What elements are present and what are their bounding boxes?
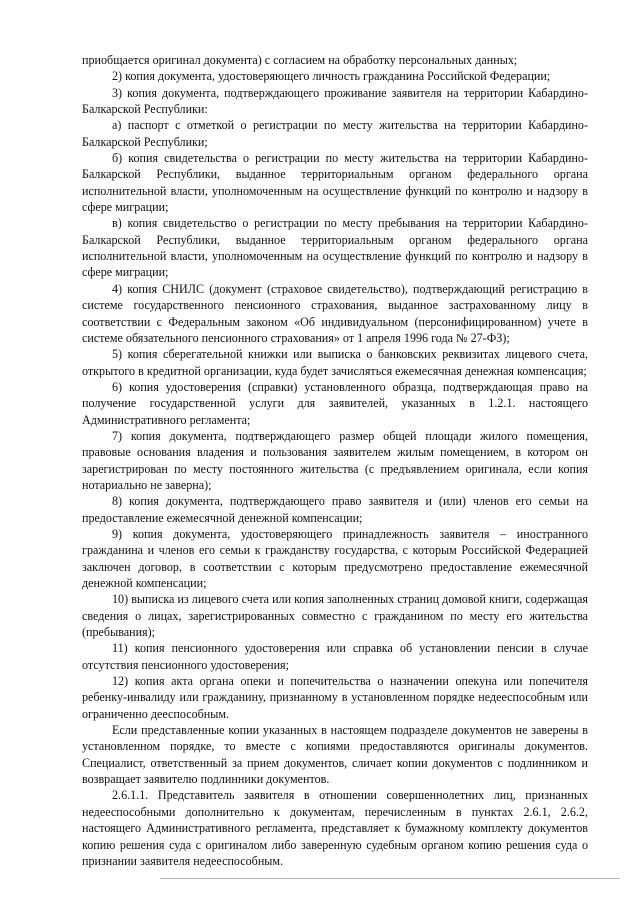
paragraph-consent-continuation: приобщается оригинал документа) с согласием на обработку персональных данных; — [82, 53, 518, 67]
paragraph-item-7: 7) копия документа, подтверждающего размер общей площади жилого помещения, правовые основания владения и пользования заявителем жилым помещением, в котором он зарегистрирован по месту постоянного жительства (с предъявлением оригинала, если копия нотариально не заверна); — [82, 428, 588, 492]
paragraph-item-3: 3) копия документа, подтверждающего проживание заявителя на территории Кабардино-Балкарской Республики: — [82, 85, 588, 117]
document-body — [82, 52, 588, 869]
paragraph-2-6-1-1: 2.6.1.1. Представитель заявителя в отношении совершеннолетних лиц, признанных недееспособными дополнительно к документам, перечисленным в пунктах 2.6.1, 2.6.2, настоящего Административного регламента, представляет к бумажному комплекту документов копию решения суда с оригиналом либо заверенную судебным органом копию решения суда о признании заявителя недееспособным. — [82, 788, 588, 868]
paragraph-item-5: 5) копия сберегательной книжки или выписка о банковских реквизитах лицевого счета, открытого в кредитной организации, куда будет зачисляться ежемесячная денежная компенсация; — [82, 347, 588, 378]
paragraph-item-9: 9) копия документа, удостоверяющего принадлежность заявителя – иностранного гражданина и членов его семьи к гражданству государства, с которым Российской Федерацией заключен договор, в соответствии с которым предусмотрено предоставление ежемесячной денежной компенсации; — [82, 526, 588, 590]
footer-divider — [160, 878, 620, 879]
paragraph-item-3a: а) паспорт с отметкой о регистрации по месту жительства на территории Кабардино-Балкарской Республики; — [82, 118, 588, 149]
paragraph-item-8: 8) копия документа, подтверждающего право заявителя и (или) членов его семьи на предоставление ежемесячной денежной компенсации; — [82, 494, 588, 525]
paragraph-item-12: 12) копия акта органа опеки и попечительства о назначении опекуна или попечителя ребенку-инвалиду или гражданину, признанному в установленном порядке недееспособным или ограниченно дееспособным. — [82, 674, 588, 721]
paragraph-copies-note: Если представленные копии указанных в настоящем подразделе документов не заверены в установленном порядке, то вместе с копиями предоставляются оригиналы документов. Специалист, ответственный за прием документов, сличает копии документов с подлинником и возвращает заявителю подлинники документов. — [82, 723, 588, 787]
paragraph-item-2: 2) копия документа, удостоверяющего личность гражданина Российской Федерации; — [112, 69, 551, 84]
paragraph-item-3c: в) копия свидетельство о регистрации по месту пребывания на территории Кабардино-Балкарской Республики, выданное территориальным органом федерального органа исполнительной власти, уполномоченным на осуществление функций по контролю и надзору в сфере миграции; — [82, 216, 588, 280]
paragraph-item-3b: б) копия свидетельства о регистрации по месту жительства на территории Кабардино-Балкарской Республики, выданное территориальным органом федерального органа исполнительной власти, уполномоченным на осуществление функций по контролю и надзору в сфере миграции; — [82, 151, 588, 215]
paragraph-item-10: 10) выписка из лицевого счета или копия заполненных страниц домовой книги, содержащая сведения о лицах, зарегистрированных совместно с гражданином по месту его жительства (пребывания); — [82, 592, 588, 640]
paragraph-item-11: 11) копия пенсионного удостоверения или справка об установлении пенсии в случае отсутствия пенсионного удостоверения; — [82, 641, 588, 672]
paragraph-item-4: 4) копия СНИЛС (документ (страховое свидетельство), подтверждающий регистрацию в системе государственного пенсионного страхования, выданное застрахованному лицу в соответствии с Федеральным законом «Об индивидуальном (персонифицированном) учете в системе обязательного пенсионного страхования» от 1 апреля 1996 года № 27-ФЗ); — [82, 281, 588, 345]
paragraph-item-6: 6) копия удостоверения (справки) установленного образца, подтверждающая право на получение государственной услуги для заявителей, указанных в 1.2.1. настоящего Административного регламента; — [82, 379, 588, 427]
